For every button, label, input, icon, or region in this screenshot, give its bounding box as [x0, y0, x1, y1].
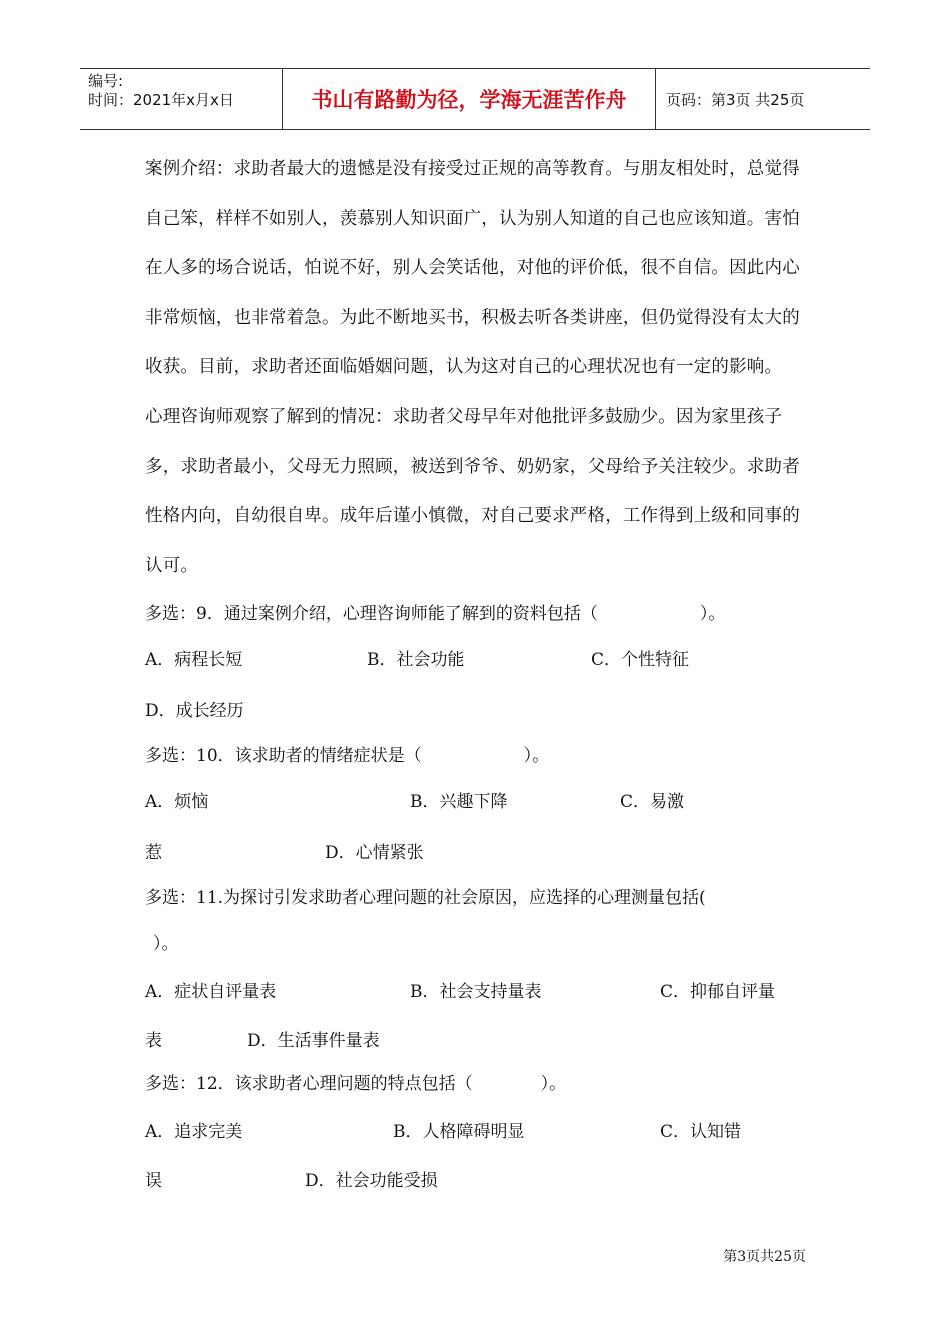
option-c-continued: 惹 [145, 843, 162, 864]
option-b: B．社会支持量表 [410, 982, 542, 1003]
question-10-options-row-2 [145, 825, 810, 875]
option-a: A．烦恼 [145, 792, 209, 813]
option-c: C．抑郁自评量 [660, 982, 776, 1003]
question-11-options-row [145, 967, 810, 1015]
question-10-stem: 多选：10．该求助者的情绪症状是（ ）。 [145, 746, 550, 767]
option-d: D．社会功能受损 [305, 1171, 438, 1192]
option-d: D．生活事件量表 [247, 1031, 380, 1052]
question-9-option-d: D．成长经历 [145, 701, 244, 722]
option-a: A．病程长短 [145, 650, 243, 671]
time-label: 时间：2021年x月x日 [88, 91, 234, 109]
option-d: D．心情紧张 [325, 843, 424, 864]
page-header [80, 68, 870, 130]
question-11-options-row-2 [145, 1015, 810, 1061]
number-label: 编号: [88, 72, 124, 90]
question-11-stem-continued: ）。 [153, 934, 179, 955]
option-c-continued: 误 [145, 1171, 162, 1192]
question-12-options-row-2 [145, 1155, 810, 1201]
page-footer: 第3页共25页 [723, 1249, 806, 1265]
option-b: B．兴趣下降 [410, 792, 508, 813]
observation: 心理咨询师观察了解到的情况：求助者父母早年对他批评多鼓励少。因为家里孩子多，求助者最小，父母无力照顾，被送到爷爷、奶奶家，父母给予关注较少。求助者性格内向，自幼很自卑。成年后谨小慎微，对自己要求严格，工作得到上级和同事的认可。 [145, 406, 800, 576]
question-12-stem: 多选：12．该求助者心理问题的特点包括（ ）。 [145, 1074, 567, 1095]
header-page-info: 页码：第3页 共25页 [666, 90, 805, 109]
question-12-options-row [145, 1107, 810, 1155]
question-11-stem: 多选：11.为探讨引发求助者心理问题的社会原因，应选择的心理测量包括( [145, 888, 706, 909]
option-b: B．人格障碍明显 [393, 1122, 525, 1143]
case-intro: 案例介绍：求助者最大的遗憾是没有接受过正规的高等教育。与朋友相处时，总觉得自己笨，样样不如别人，羡慕别人知识面广，认为别人知道的自己也应该知道。害怕在人多的场合说话，怕说不好，别人会笑话他，对他的评价低，很不自信。因此内心非常烦恼，也非常着急。为此不断地买书，积极去听各类讲座，但仍觉得没有太大的收获。目前，求助者还面临婚姻问题，认为这对自己的心理状况也有一定的影响。 [145, 159, 800, 378]
option-a: A．追求完美 [145, 1122, 243, 1143]
option-c: C．认知错 [660, 1122, 742, 1143]
option-c-continued: 表 [145, 1031, 162, 1052]
header-motto: 书山有路勤为径，学海无涯苦作舟 [282, 69, 656, 129]
option-a: A．症状自评量表 [145, 982, 277, 1003]
question-9-options-row [145, 637, 810, 683]
question-10-options-row [145, 779, 810, 825]
document-body [145, 145, 810, 1201]
option-c: C．个性特征 [591, 650, 690, 671]
option-b: B．社会功能 [367, 650, 465, 671]
question-9-stem: 多选：9．通过案例介绍，心理咨询师能了解到的资料包括（ ）。 [145, 604, 726, 625]
header-meta [80, 69, 282, 129]
option-c: C．易激 [620, 792, 685, 813]
